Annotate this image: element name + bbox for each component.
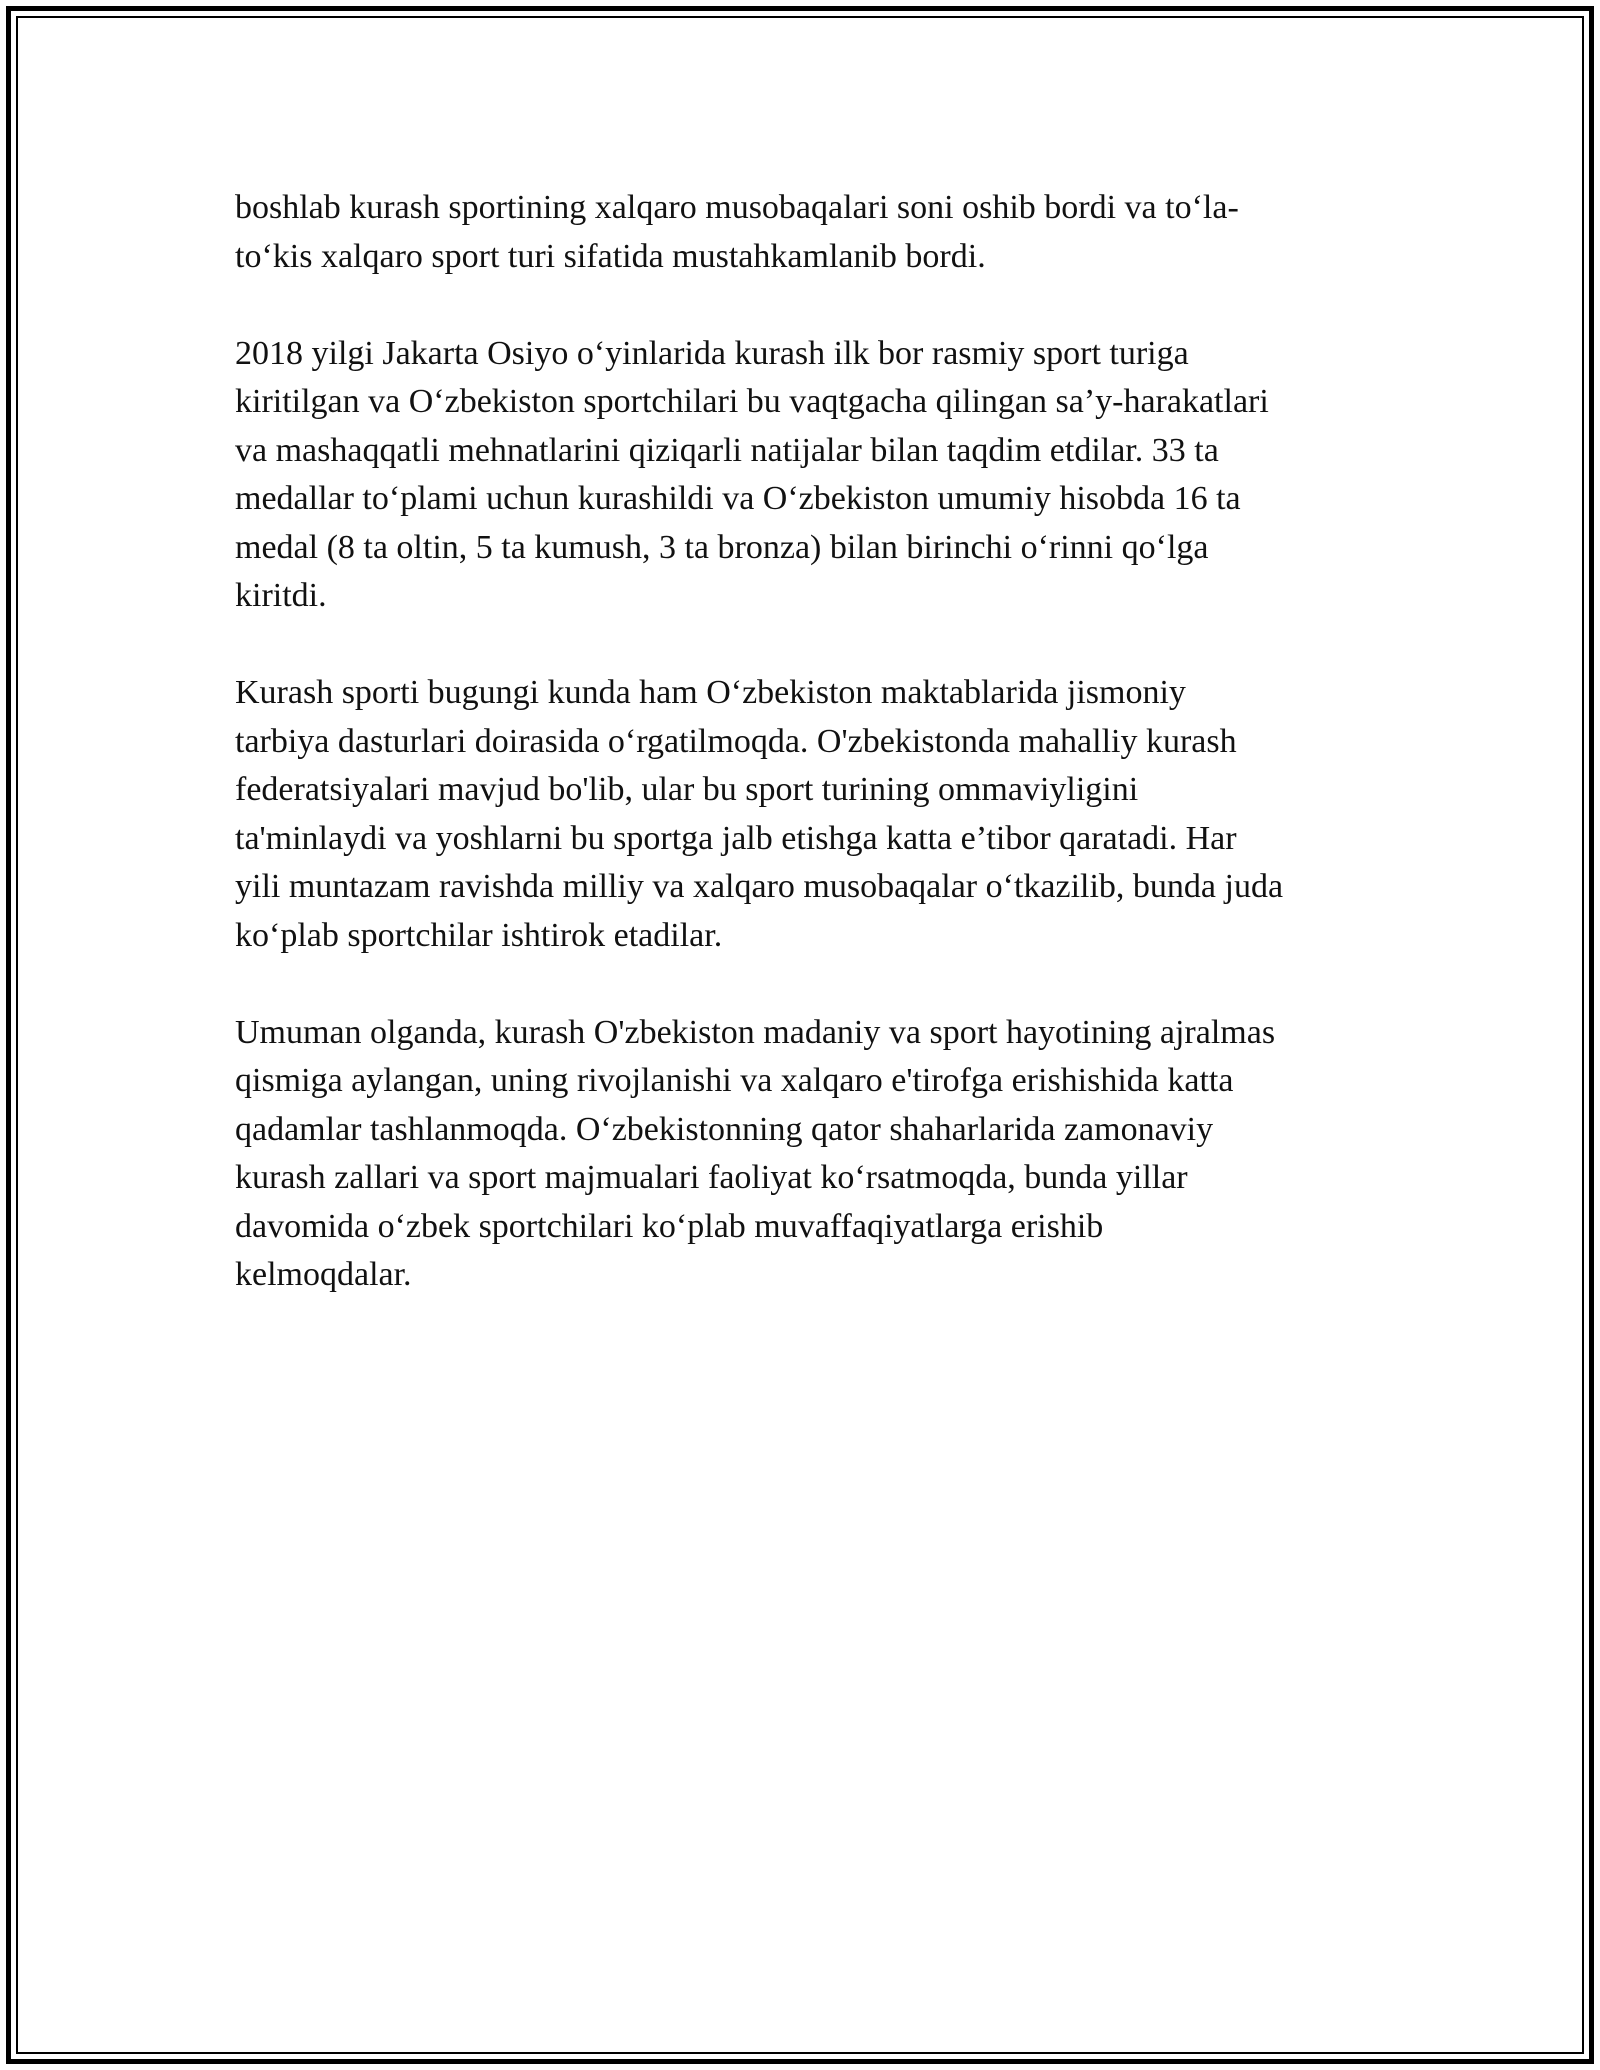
text-line: to‘kis xalqaro sport turi sifatida mustahkamlanib bordi.	[235, 237, 986, 275]
text-line: medallar to‘plami uchun kurashildi va O‘zbekiston umumiy hisobda 16 ta	[235, 480, 1241, 517]
text-line: federatsiyalari mavjud bo'lib, ular bu sport turining ommaviyligini	[235, 771, 1139, 808]
text-line: ko‘plab sportchilar ishtirok etadilar.	[235, 916, 723, 954]
paragraph-4	[235, 1009, 1375, 1300]
text-line: yili muntazam ravishda milliy va xalqaro musobaqalar o‘tkazilib, bunda juda	[235, 868, 1284, 905]
text-line: qismiga aylangan, uning rivojlanishi va xalqaro e'tirofga erishishida katta	[235, 1062, 1234, 1099]
paragraph-1	[235, 184, 1375, 281]
text-line: medal (8 ta oltin, 5 ta kumush, 3 ta bronza) bilan birinchi o‘rinni qo‘lga	[235, 528, 1209, 566]
text-line: boshlab kurash sportining xalqaro musobaqalari soni oshib bordi va to‘la-	[235, 189, 1239, 226]
text-line: kurash zallari va sport majmualari faoliyat ko‘rsatmoqda, bunda yillar	[235, 1159, 1188, 1196]
text-line: qadamlar tashlanmoqda. O‘zbekistonning qator shaharlarida zamonaviy	[235, 1110, 1214, 1148]
document-body	[235, 184, 1375, 1348]
text-line: Umuman olganda, kurash O'zbekiston madaniy va sport hayotining ajralmas	[235, 1013, 1276, 1051]
paragraph-2	[235, 330, 1375, 621]
text-line: kiritilgan va O‘zbekiston sportchilari bu vaqtgacha qilingan sa’y-harakatlari	[235, 383, 1269, 420]
paragraph-3	[235, 669, 1375, 960]
text-line: kiritdi.	[235, 577, 327, 614]
text-line: kelmoqdalar.	[235, 1256, 412, 1293]
text-line: davomida o‘zbek sportchilari ko‘plab muvaffaqiyatlarga erishib	[235, 1207, 1104, 1245]
text-line: va mashaqqatli mehnatlarini qiziqarli natijalar bilan taqdim etdilar. 33 ta	[235, 431, 1219, 469]
text-line: ta'minlaydi va yoshlarni bu sportga jalb etishga katta e’tibor qaratadi. Har	[235, 819, 1237, 857]
text-line: Kurash sporti bugungi kunda ham O‘zbekiston maktablarida jismoniy	[235, 674, 1186, 711]
text-line: 2018 yilgi Jakarta Osiyo o‘yinlarida kurash ilk bor rasmiy sport turiga	[235, 334, 1189, 372]
text-line: tarbiya dasturlari doirasida o‘rgatilmoqda. O'zbekistonda mahalliy kurash	[235, 722, 1237, 760]
